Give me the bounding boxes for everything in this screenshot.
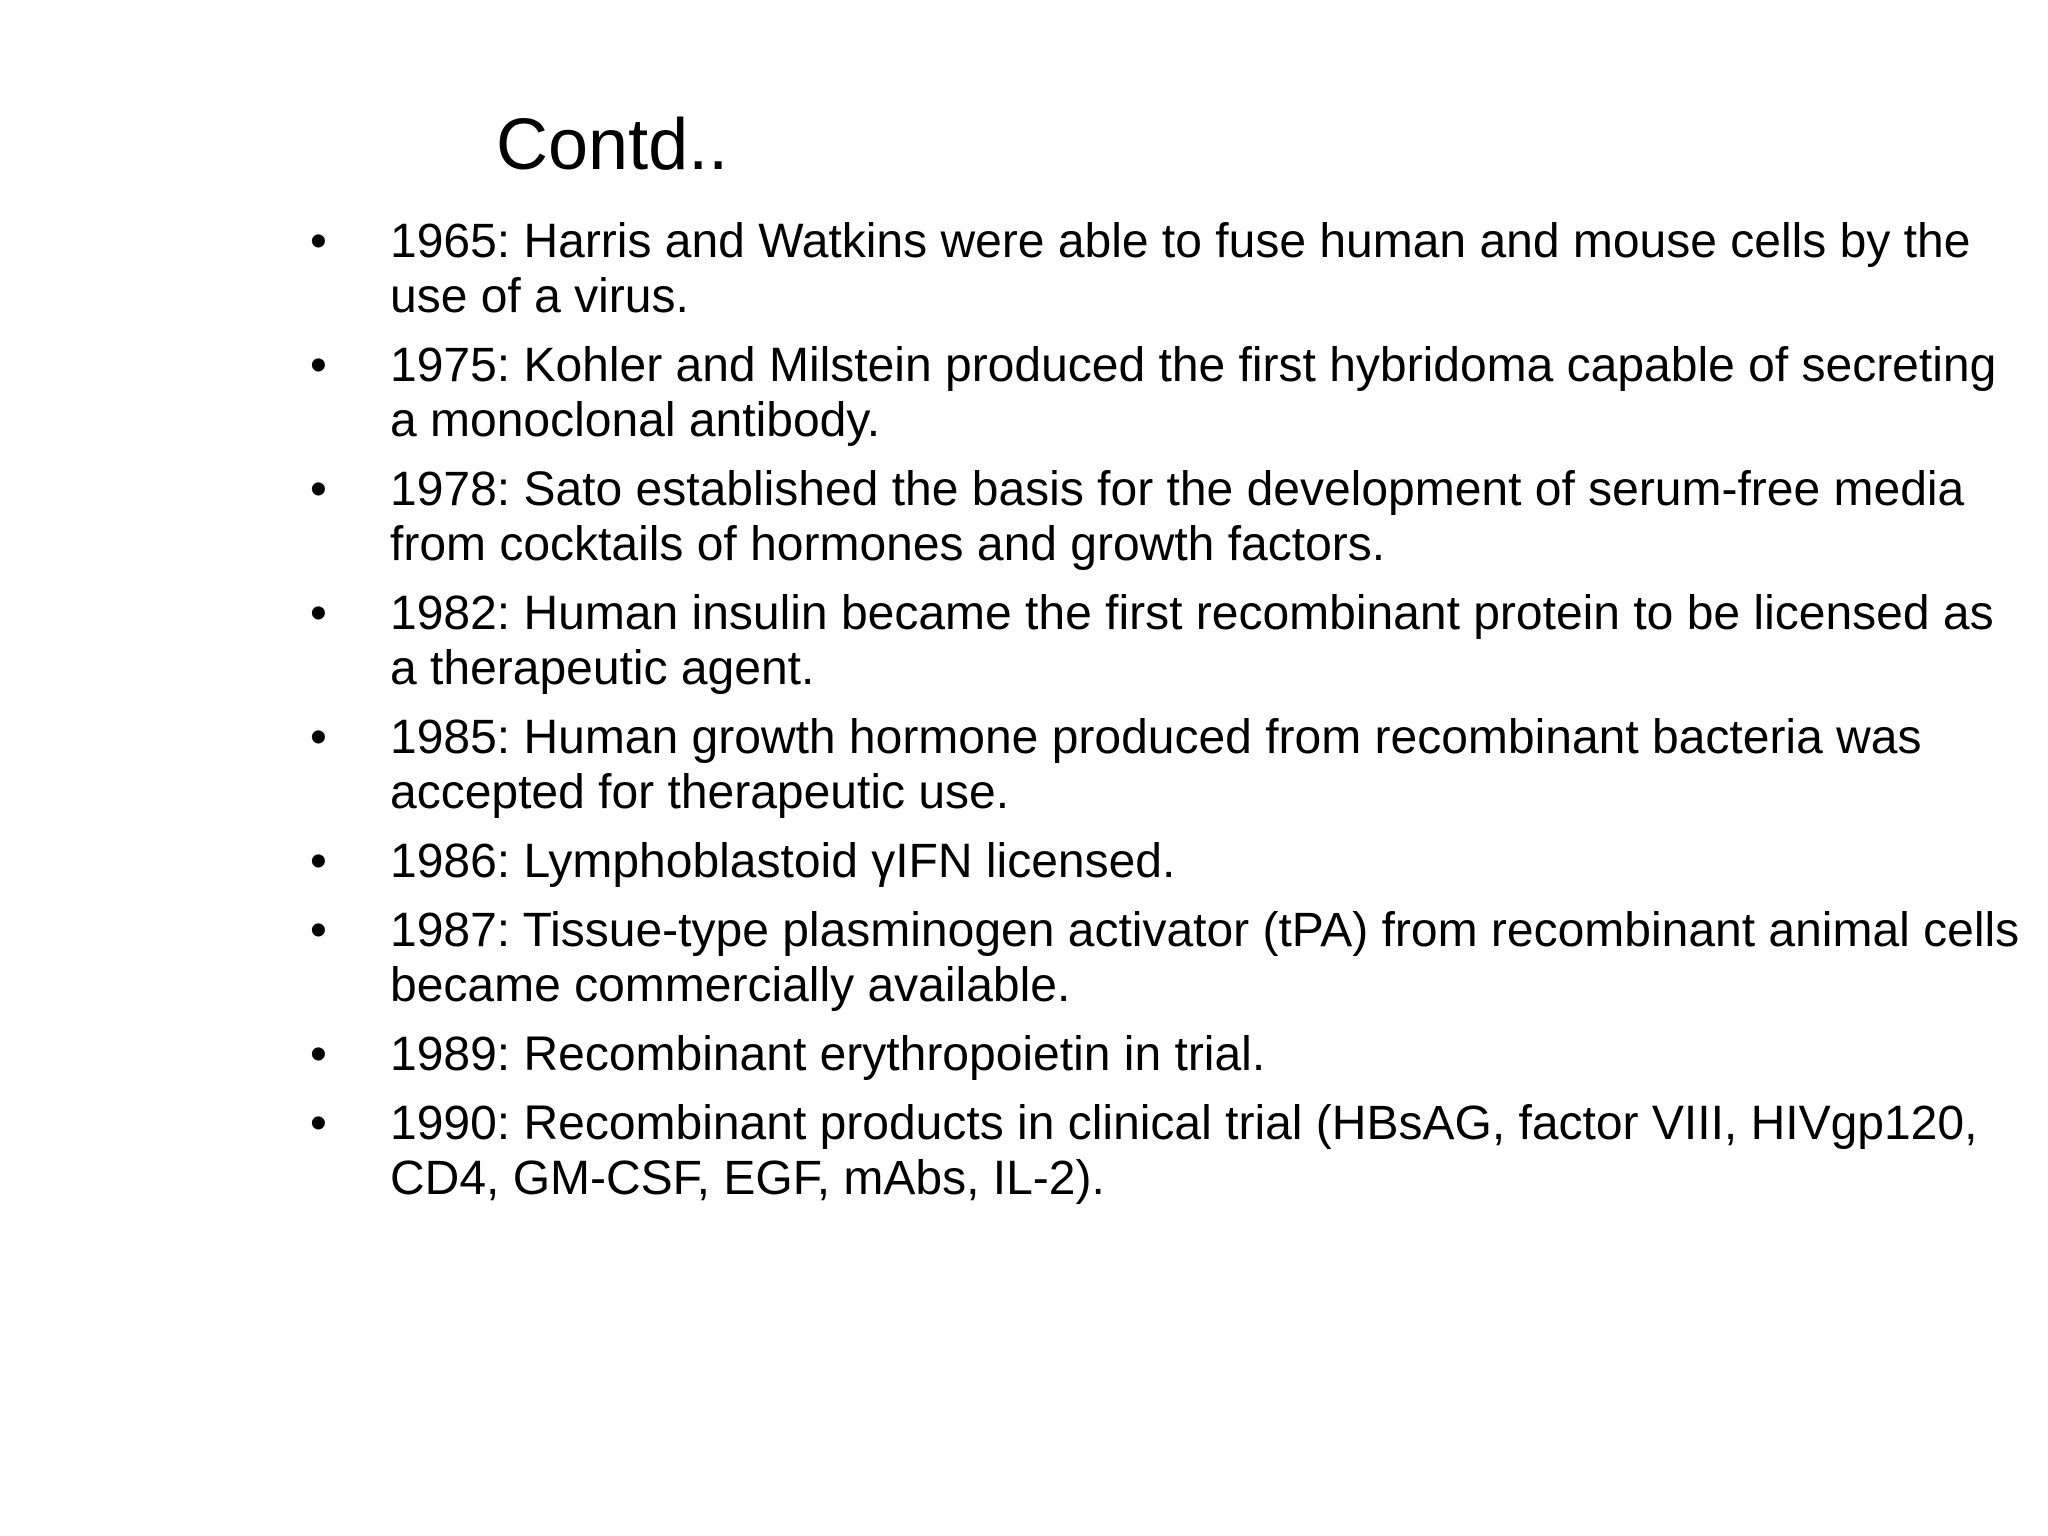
list-item	[310, 1027, 2030, 1082]
list-item	[310, 214, 2030, 324]
bullet-icon: •	[310, 711, 327, 764]
list-item-text: 1990: Recombinant products in clinical trial (HBsAG, factor VIII, HIVgp120, CD4, GM-CSF, EGF, mAbs, IL-2).	[390, 1097, 1978, 1205]
list-item	[310, 903, 2030, 1013]
list-item-text: 1982: Human insulin became the first recombinant protein to be licensed as a therapeutic agent.	[390, 587, 1994, 695]
list-item-text: 1975: Kohler and Milstein produced the first hybridoma capable of secreting a monoclonal antibody.	[390, 339, 1997, 447]
bullet-icon: •	[310, 339, 327, 392]
list-item-text: 1989: Recombinant erythropoietin in trial.	[390, 1028, 1266, 1081]
bullet-icon: •	[310, 904, 327, 957]
list-item	[310, 462, 2030, 572]
bullet-list	[310, 214, 2030, 1220]
list-item	[310, 834, 2030, 889]
bullet-icon: •	[310, 587, 327, 640]
list-item	[310, 586, 2030, 696]
list-item-text: 1987: Tissue-type plasminogen activator (tPA) from recombinant animal cells became commercially available.	[390, 904, 2020, 1012]
bullet-icon: •	[310, 1028, 327, 1081]
list-item	[310, 338, 2030, 448]
list-item-text: 1985: Human growth hormone produced from recombinant bacteria was accepted for therapeutic use.	[390, 711, 1922, 819]
bullet-icon: •	[310, 463, 327, 516]
slide-title: Contd..	[496, 105, 729, 185]
bullet-icon: •	[310, 215, 327, 268]
bullet-icon: •	[310, 835, 327, 888]
list-item-text: 1986: Lymphoblastoid γIFN licensed.	[390, 835, 1176, 888]
list-item	[310, 710, 2030, 820]
list-item-text: 1965: Harris and Watkins were able to fuse human and mouse cells by the use of a virus.	[390, 215, 1971, 323]
list-item	[310, 1096, 2030, 1206]
list-item-text: 1978: Sato established the basis for the development of serum-free media from cocktails of hormones and growth factors.	[390, 463, 1965, 571]
bullet-icon: •	[310, 1097, 327, 1150]
